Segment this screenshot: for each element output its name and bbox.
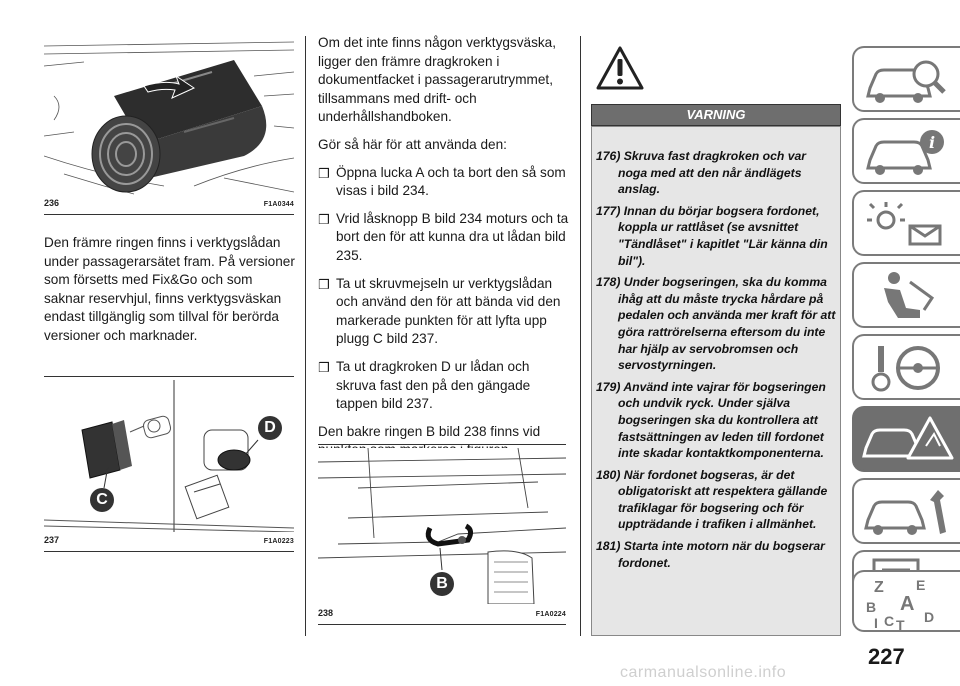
side-tab-safety[interactable]: [852, 190, 960, 256]
warning-item: 176) Skruva fast dragkroken och var noga med att den når ändlägets anslag.: [596, 149, 806, 197]
figure-236: [44, 36, 294, 196]
figure-236-rule: [44, 214, 294, 215]
column-2-outro: Den bakre ringen B bild 238 finns vid: [318, 423, 541, 439]
step-1: ❒ Öppna lucka A och ta bort den så som visas i bild 234.: [318, 164, 566, 199]
warning-item: 179) Använd inte vajrar för bogseringen och undvik ryck. Under själva bogseringen ska du kontrollera att fastsättningen av leden till fordonet inte skadar kontaktkomponenterna.: [596, 379, 826, 461]
figure-238-number: 238: [318, 608, 334, 618]
figure-238: [318, 448, 566, 604]
figure-236-number: 236: [44, 198, 60, 208]
column-2-text: [318, 34, 570, 469]
figure-238-code: F1A0224: [535, 611, 566, 618]
steering-key-icon: [860, 340, 956, 396]
index-letter-c: C: [884, 613, 895, 629]
step-checkbox-icon: ❒: [318, 165, 330, 181]
step-2: ❒ Vrid låsknopp B bild 234 moturs och ta bort den för att kunna dra ut lådan bild 235.: [318, 210, 569, 263]
side-tab-index[interactable]: [852, 570, 960, 632]
index-letter-i: I: [874, 615, 878, 631]
figure-236-illustration: [44, 36, 294, 196]
step-checkbox-icon: ❒: [318, 359, 330, 375]
column-2-howto: Gör så här för att använda den:: [318, 136, 507, 152]
warning-item: 177) Innan du börjar bogsera fordonet, koppla ur rattlåset (se avsnittet "Tändlåset" i kapitlet "Lär känna din bil").: [596, 203, 828, 268]
callout-b: B: [430, 572, 454, 596]
warning-item: 180) När fordonet bogseras, är det obligatoriskt att respektera gällande trafiklagar för bogsering och för uppträdande i trafiken i allmänhet.: [596, 467, 828, 532]
step-checkbox-icon: ❒: [318, 276, 330, 292]
figure-238-caption: [318, 608, 566, 618]
column-2-intro: Om det inte finns någon verktygsväska, ligger den främre dragkroken i dokumentfacket i passagerarutrymmet, tillsammans med drift- och underhållshandboken.: [318, 35, 557, 125]
figure-237-rule: [44, 551, 294, 552]
figure-237-caption: [44, 535, 294, 545]
svg-text:i: i: [928, 133, 936, 152]
figure-236-code: F1A0344: [263, 201, 294, 208]
warning-lights-icon: [860, 196, 956, 252]
figure-238-top-rule: [318, 444, 566, 445]
step-3: ❒ Ta ut skruvmejseln ur verktygslådan och använd den för att bända vid den markerade punkten för att lyfta upp plugg C bild 237.: [318, 275, 561, 347]
side-tab-getting-to-know[interactable]: [852, 46, 960, 112]
car-info-icon: [860, 124, 956, 180]
figure-237-top-rule: [44, 376, 294, 377]
watermark: carmanualsonline.info: [620, 664, 787, 681]
warning-title: VARNING: [591, 104, 841, 126]
figure-237-number: 237: [44, 535, 60, 545]
car-wrench-icon: [860, 484, 956, 540]
car-magnifier-icon: [860, 52, 956, 108]
side-tab-emergency[interactable]: [852, 406, 960, 472]
figure-238-rule: [318, 624, 566, 625]
car-breakdown-warning-icon: [860, 412, 956, 468]
seat-airbag-icon: [860, 268, 956, 324]
index-letter-z: Z: [874, 579, 884, 596]
figure-237-illustration: [44, 380, 294, 532]
page-number: 227: [868, 644, 905, 669]
index-letter-d: D: [924, 609, 935, 625]
side-tab-starting[interactable]: [852, 334, 960, 400]
column-1-text: Den främre ringen finns i verktygslådan under passagerarsätet fram. På versioner som försetts med Fix&Go och som saknar reservhjul, finns verktygsväskan endast tillgänglig som tillval för berörda versioner och marknader.: [44, 235, 295, 343]
figure-237-code: F1A0223: [263, 538, 294, 545]
index-letter-a: A: [900, 593, 915, 615]
warning-list: [596, 148, 836, 576]
step-4: ❒ Ta ut dragkroken D ur lådan och skruva fast den på den gängade tappen bild 237.: [318, 358, 531, 412]
step-checkbox-icon: ❒: [318, 211, 330, 227]
figure-237: [44, 380, 294, 532]
side-tab-seats[interactable]: [852, 262, 960, 328]
warning-triangle-icon: [596, 46, 644, 90]
side-tab-dashboard[interactable]: [852, 118, 960, 184]
index-letter-t: T: [896, 617, 905, 632]
column-divider-2: [580, 36, 581, 636]
callout-d: D: [258, 416, 282, 440]
warning-item: 178) Under bogseringen, ska du komma ihåg att du måste trycka hårdare på pedalen och använda mer kraft för att göra rattrörelserna eftersom du inte har hjälp av servobromsen och servostyrningen.: [596, 275, 836, 373]
callout-c: C: [90, 488, 114, 512]
column-divider-1: [305, 36, 306, 636]
side-tab-maintenance[interactable]: [852, 478, 960, 544]
figure-236-caption: [44, 198, 294, 208]
alphabet-index-icon: [860, 576, 956, 632]
index-letter-e: E: [916, 577, 926, 593]
index-letter-b: B: [866, 599, 877, 615]
warning-item: 181) Starta inte motorn när du bogserar fordonet.: [596, 539, 825, 570]
